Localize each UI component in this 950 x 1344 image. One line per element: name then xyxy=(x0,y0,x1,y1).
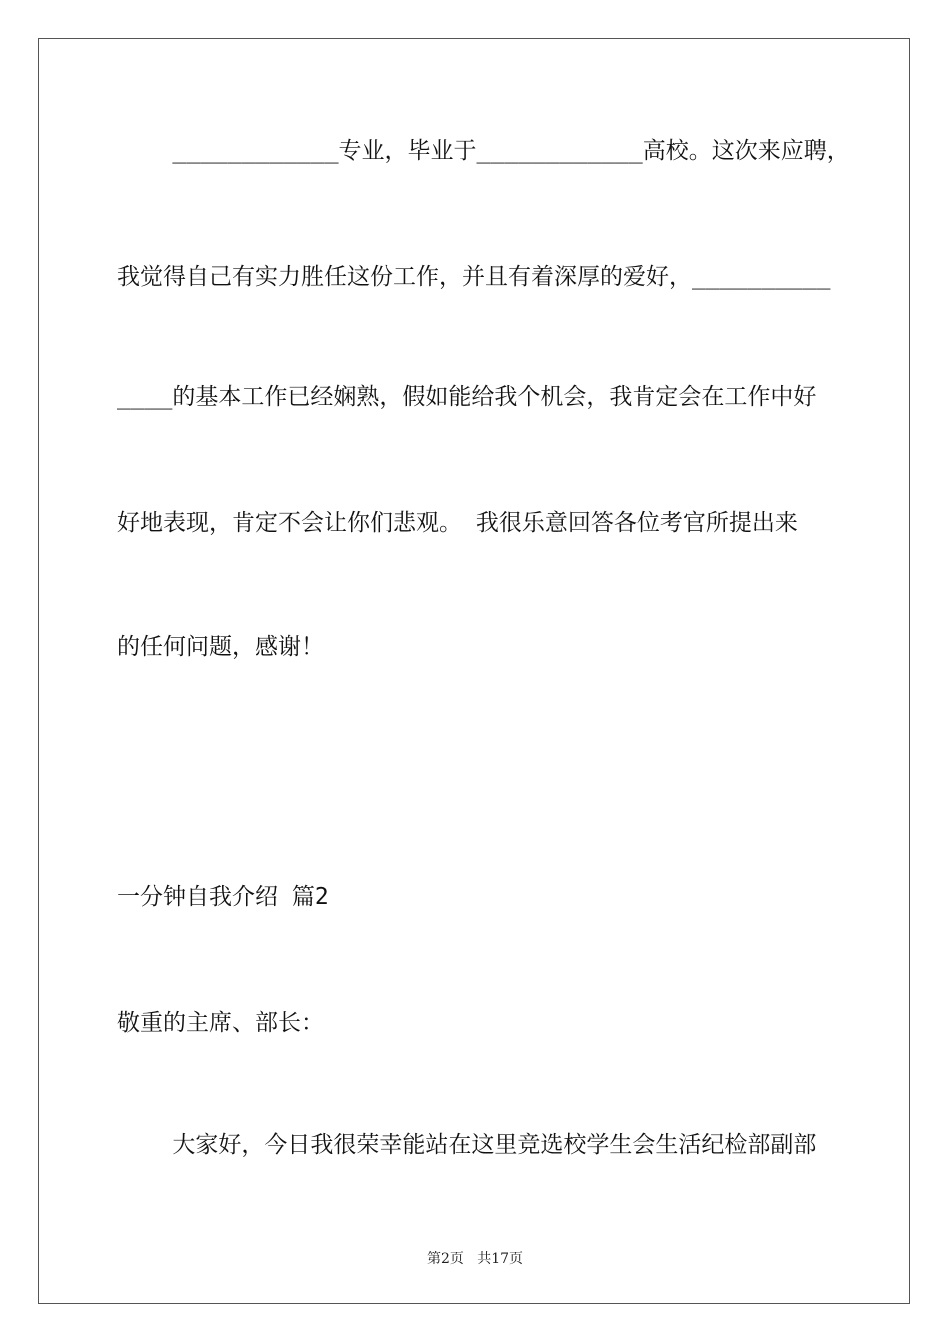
section-heading: 一分钟自我介绍 篇2 xyxy=(117,884,329,910)
page-number-footer: 第2页 共17页 xyxy=(426,1251,524,1267)
page-border xyxy=(38,38,910,1304)
paragraph-line: 我觉得自己有实力胜任这份工作，并且有着深厚的爱好，__________ xyxy=(117,264,831,290)
paragraph-line: 好地表现，肯定不会让你们悲观。 我很乐意回答各位考官所提出来 xyxy=(117,510,798,536)
paragraph-line: ____的基本工作已经娴熟，假如能给我个机会，我肯定会在工作中好 xyxy=(117,384,817,410)
paragraph-line: ____________专业，毕业于____________高校。这次来应聘， xyxy=(117,138,850,164)
paragraph-line: 的任何问题，感谢！ xyxy=(117,634,324,660)
paragraph-line: 大家好，今日我很荣幸能站在这里竞选校学生会生活纪检部副部 xyxy=(117,1132,817,1158)
salutation: 敬重的主席、部长： xyxy=(117,1010,324,1036)
